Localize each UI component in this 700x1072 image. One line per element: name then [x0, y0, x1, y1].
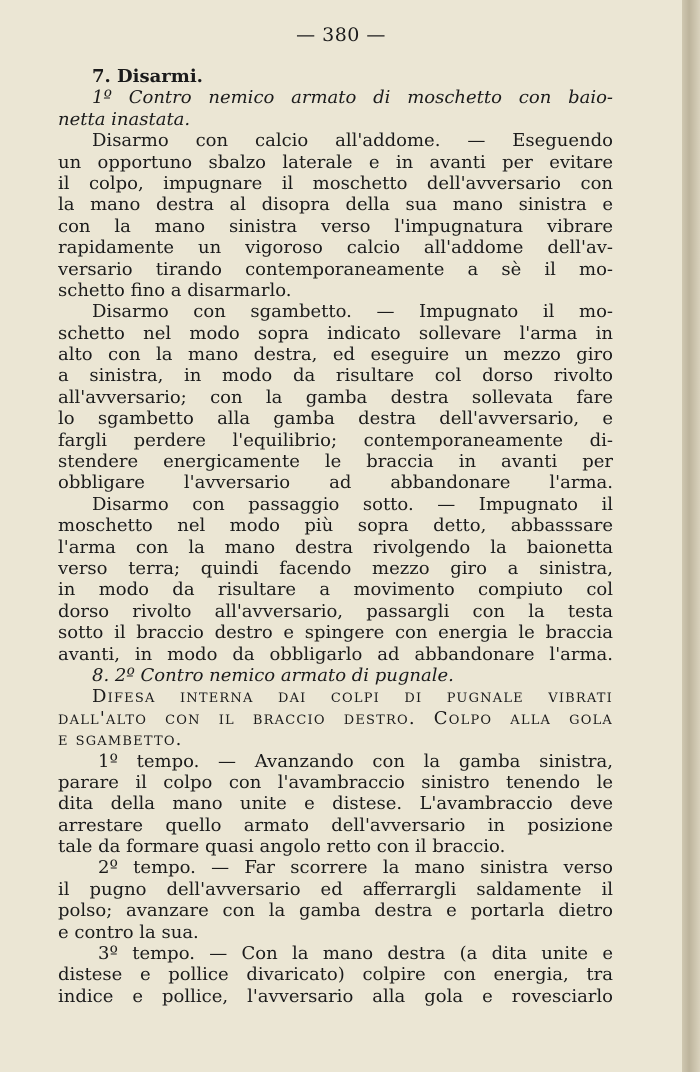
page-edge — [682, 0, 700, 1072]
text-line: con la mano sinistra verso l'impugnatura vibrare — [58, 215, 613, 237]
text-line: tale da formare quasi angolo retto con il braccio. — [58, 836, 506, 858]
text-line: all'avversario; con la gamba destra sollevata fare — [58, 386, 613, 408]
text-line: la mano destra al disopra della sua mano sinistra e — [58, 194, 613, 216]
text-line: stendere energicamente le braccia in avanti per — [58, 451, 613, 473]
text-line: arrestare quello armato dell'avversario in posizione — [58, 814, 613, 836]
text-line: 1º Contro nemico armato di moschetto con baio- — [92, 87, 613, 109]
text-line: rapidamente un vigoroso calcio all'addome dell'av- — [58, 237, 613, 259]
text-line: versario tirando contemporaneamente a sè il mo- — [58, 258, 613, 280]
text-line: un opportuno sbalzo laterale e in avanti per evitare — [58, 151, 613, 173]
text-line: l'arma con la mano destra rivolgendo la baionetta — [58, 536, 613, 558]
text-line: in modo da risultare a movimento compiuto col — [58, 579, 613, 601]
text-line: Disarmo con passaggio sotto. — Impugnato il — [92, 493, 613, 515]
text-line: e sgambetto. — [58, 729, 183, 751]
page-text — [58, 66, 613, 1007]
text-line: Disarmo con calcio all'addome. — Eseguendo — [92, 130, 613, 152]
text-line: indice e pollice, l'avversario alla gola e rovesciarlo — [58, 985, 613, 1007]
text-line: schetto nel modo sopra indicato sollevare l'arma in — [58, 322, 613, 344]
text-line: Disarmo con sgambetto. — Impugnato il mo- — [92, 301, 613, 323]
text-line: il pugno dell'avversario ed afferrargli saldamente il — [58, 878, 613, 900]
text-line: schetto fino a disarmarlo. — [58, 279, 292, 301]
text-line: il colpo, impugnare il moschetto dell'avversario con — [58, 172, 613, 194]
page-number: — 380 — — [296, 24, 386, 46]
text-line: moschetto nel modo più sopra detto, abbasssare — [58, 515, 613, 537]
text-line: dita della mano unite e distese. L'avambraccio deve — [58, 793, 613, 815]
text-line: 7. Disarmi. — [92, 66, 203, 87]
text-line: Difesa interna dai colpi di pugnale vibrati — [92, 686, 613, 708]
text-line: lo sgambetto alla gamba destra dell'avversario, e — [58, 408, 613, 430]
text-line: dall'alto con il braccio destro. Colpo alla gola — [58, 707, 613, 729]
text-line: 3º tempo. — Con la mano destra (a dita unite e — [98, 943, 613, 965]
text-line: e contro la sua. — [58, 921, 199, 943]
text-line: parare il colpo con l'avambraccio sinistro tenendo le — [58, 771, 613, 793]
text-line: a sinistra, in modo da risultare col dorso rivolto — [58, 365, 613, 387]
text-line: sotto il braccio destro e spingere con energia le braccia — [58, 622, 613, 644]
text-line: avanti, in modo da obbligarlo ad abbandonare l'arma. — [58, 643, 613, 665]
text-line: netta inastata. — [58, 108, 191, 130]
text-line: polso; avanzare con la gamba destra e portarla dietro — [58, 900, 613, 922]
text-line: 1º tempo. — Avanzando con la gamba sinistra, — [98, 750, 613, 772]
text-line: obbligare l'avversario ad abbandonare l'arma. — [58, 472, 613, 494]
text-line: dorso rivolto all'avversario, passargli con la testa — [58, 600, 613, 622]
text-line: 8. 2º Contro nemico armato di pugnale. — [92, 664, 454, 686]
text-line: fargli perdere l'equilibrio; contemporaneamente di- — [58, 429, 613, 451]
text-line: alto con la mano destra, ed eseguire un mezzo giro — [58, 344, 613, 366]
text-line: 2º tempo. — Far scorrere la mano sinistra verso — [98, 857, 613, 879]
text-line: distese e pollice divaricato) colpire con energia, tra — [58, 964, 613, 986]
text-line: verso terra; quindi facendo mezzo giro a sinistra, — [58, 557, 613, 579]
